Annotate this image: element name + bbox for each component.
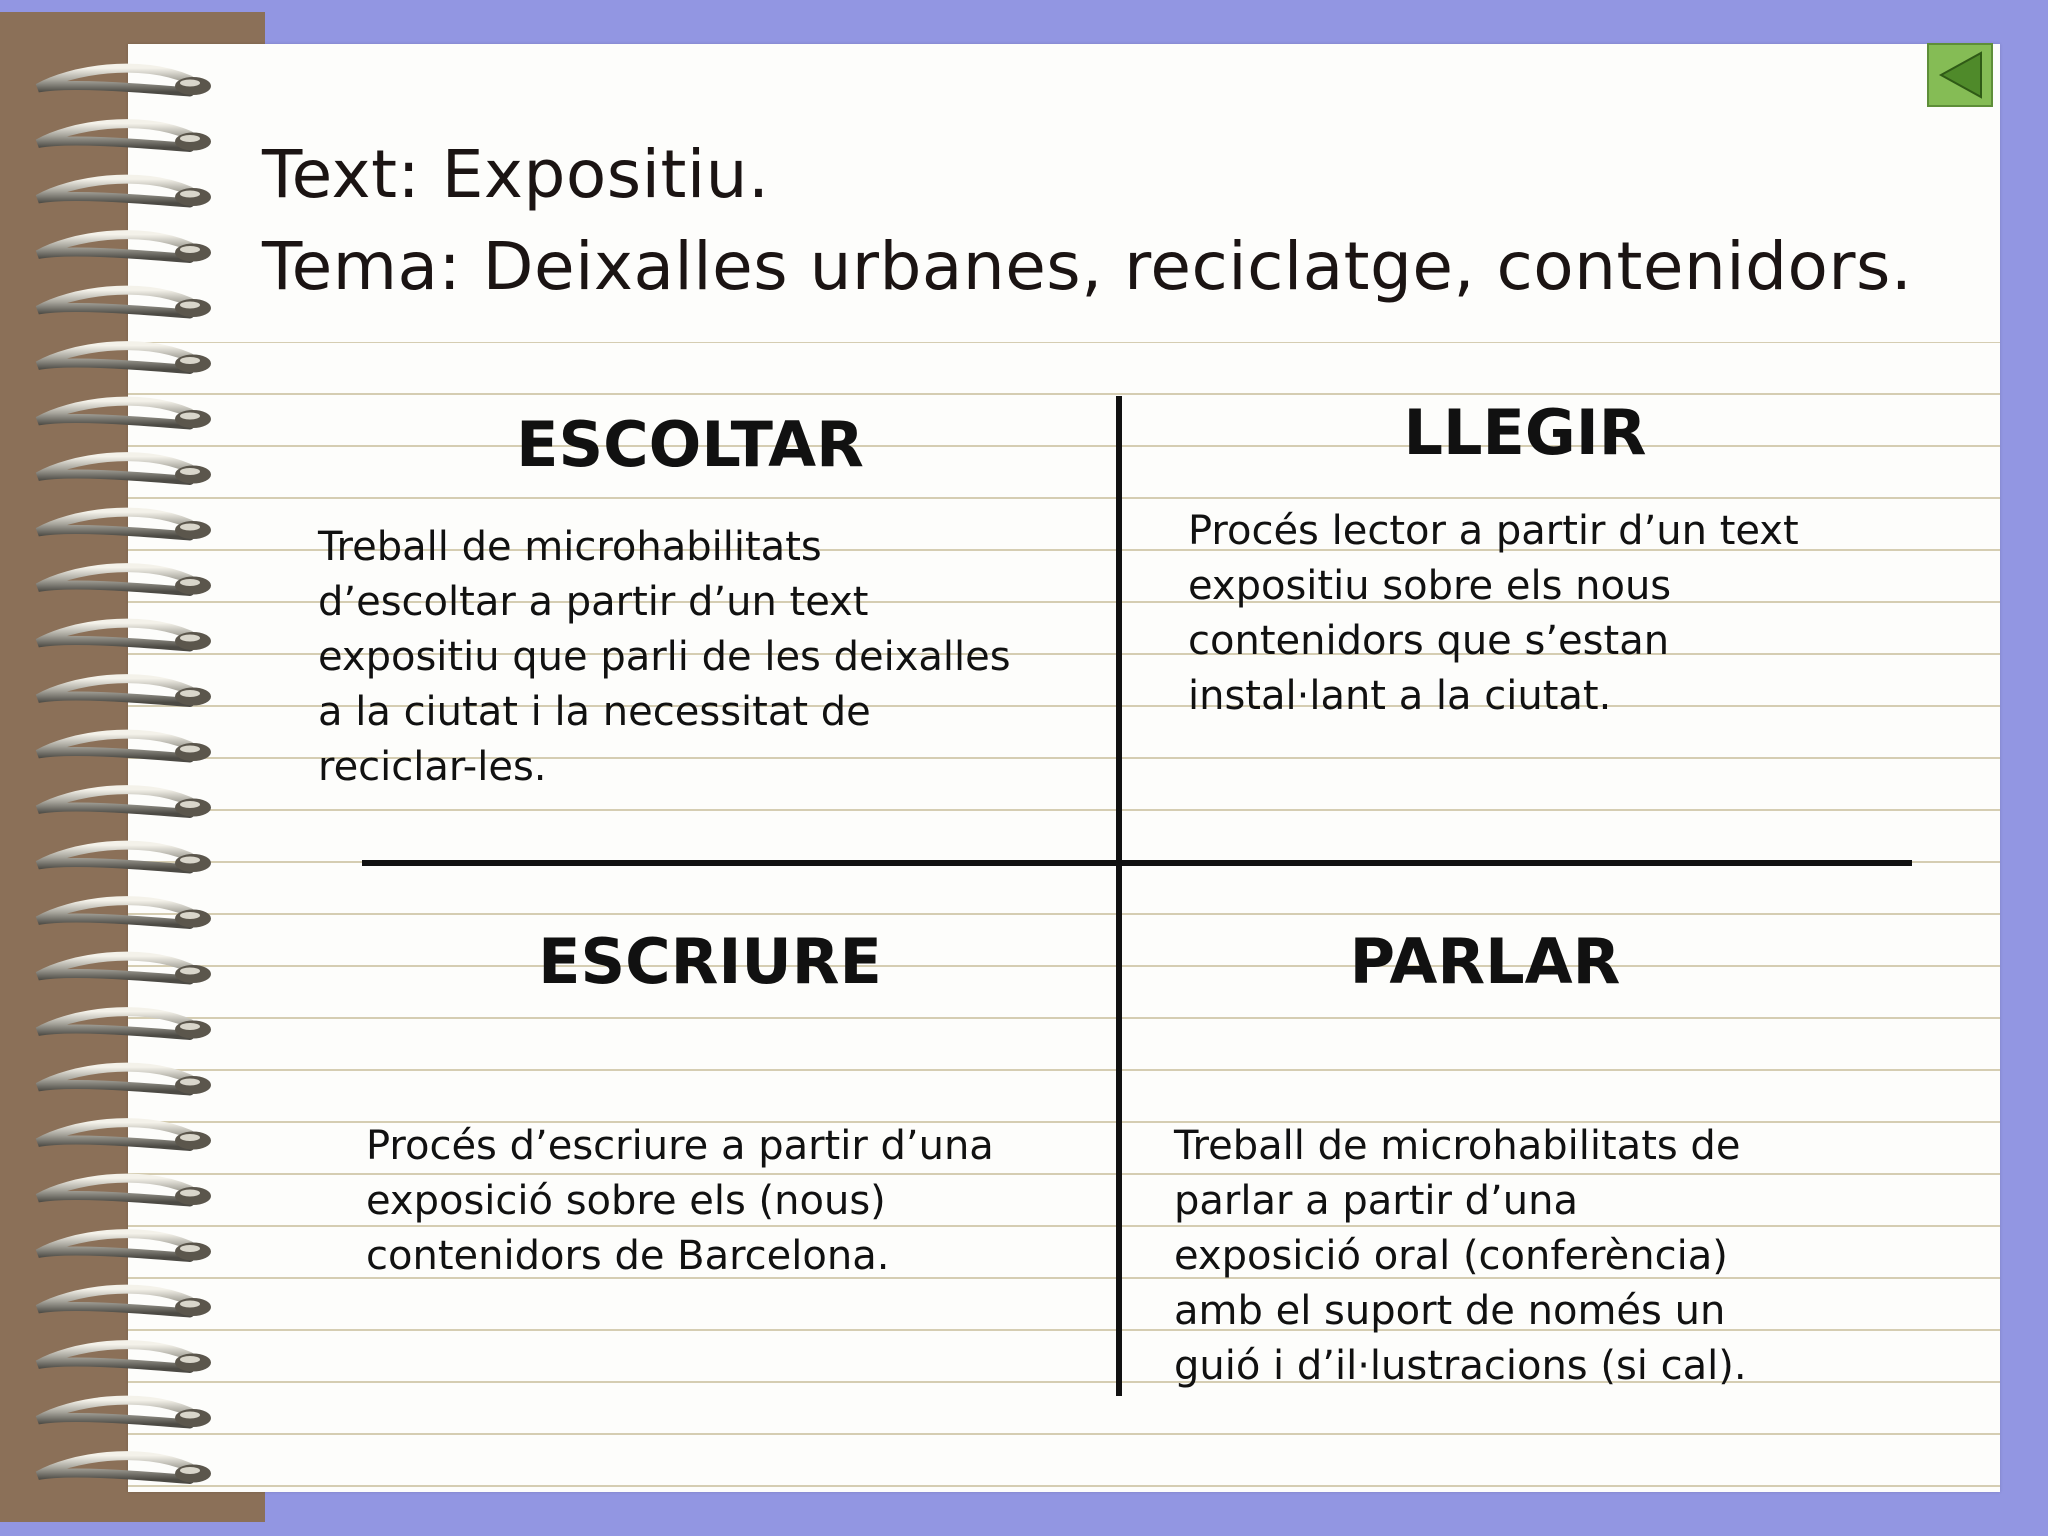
spiral-ring xyxy=(38,290,211,317)
spiral-ring xyxy=(38,901,211,928)
spiral-rings xyxy=(0,0,240,1536)
text-line: Procés d’escriure a partir d’una xyxy=(366,1123,994,1169)
spiral-ring xyxy=(38,568,211,595)
spiral-ring xyxy=(38,623,211,650)
text-line: guió i d’il·lustracions (si cal). xyxy=(1174,1343,1747,1389)
spiral-ring xyxy=(38,956,211,983)
description-parlar xyxy=(1174,1119,1954,1394)
heading-escriure: ESCRIURE xyxy=(538,925,882,998)
text-line: exposició oral (conferència) xyxy=(1174,1233,1728,1279)
text-line: amb el suport de només un xyxy=(1174,1288,1726,1334)
spiral-ring xyxy=(38,1067,211,1094)
text-line: Procés lector a partir d’un text xyxy=(1188,508,1799,554)
spiral-ring xyxy=(38,790,211,817)
text-line: a la ciutat i la necessitat de xyxy=(318,689,871,735)
page-title: Text: Expositiu. xyxy=(262,136,770,213)
spiral-ring xyxy=(38,1123,211,1150)
text-line: parlar a partir d’una xyxy=(1174,1178,1578,1224)
spiral-ring xyxy=(38,1345,211,1372)
spiral-ring xyxy=(38,179,211,206)
spiral-ring xyxy=(38,124,211,151)
text-line: expositiu que parli de les deixalles xyxy=(318,634,1011,680)
text-line: Treball de microhabilitats xyxy=(318,524,822,570)
spiral-ring xyxy=(38,1289,211,1316)
text-line: contenidors que s’estan xyxy=(1188,618,1670,664)
heading-llegir: LLEGIR xyxy=(1403,396,1647,469)
spiral-ring xyxy=(38,679,211,706)
text-line: expositiu sobre els nous xyxy=(1188,563,1672,609)
spiral-ring xyxy=(38,512,211,539)
spiral-ring xyxy=(38,346,211,373)
spiral-ring xyxy=(38,235,211,262)
text-line: Treball de microhabilitats de xyxy=(1174,1123,1741,1169)
heading-escoltar: ESCOLTAR xyxy=(516,408,864,481)
text-line: instal·lant a la ciutat. xyxy=(1188,673,1612,719)
triangle-left-icon xyxy=(1929,45,1991,105)
text-line: exposició sobre els (nous) xyxy=(366,1178,886,1224)
horizontal-divider xyxy=(362,860,1912,866)
spiral-ring xyxy=(38,401,211,428)
spiral-ring xyxy=(38,734,211,761)
description-escoltar xyxy=(318,520,1118,795)
vertical-divider-bottom xyxy=(1116,862,1122,1396)
spiral-ring xyxy=(38,1178,211,1205)
spiral-ring xyxy=(38,1234,211,1261)
text-line: contenidors de Barcelona. xyxy=(366,1233,890,1279)
description-llegir xyxy=(1188,504,1968,724)
page-subtitle: Tema: Deixalles urbanes, reciclatge, contenidors. xyxy=(262,228,1913,305)
text-line: d’escoltar a partir d’un text xyxy=(318,579,869,625)
text-line: reciclar-les. xyxy=(318,744,547,790)
heading-parlar: PARLAR xyxy=(1349,925,1621,998)
description-escriure xyxy=(366,1119,1106,1284)
spiral-ring xyxy=(38,68,211,95)
spiral-ring xyxy=(38,1456,211,1483)
spiral-ring xyxy=(38,1400,211,1427)
spiral-ring xyxy=(38,845,211,872)
spiral-ring xyxy=(38,457,211,484)
back-button[interactable] xyxy=(1927,43,1993,107)
spiral-ring xyxy=(38,1012,211,1039)
